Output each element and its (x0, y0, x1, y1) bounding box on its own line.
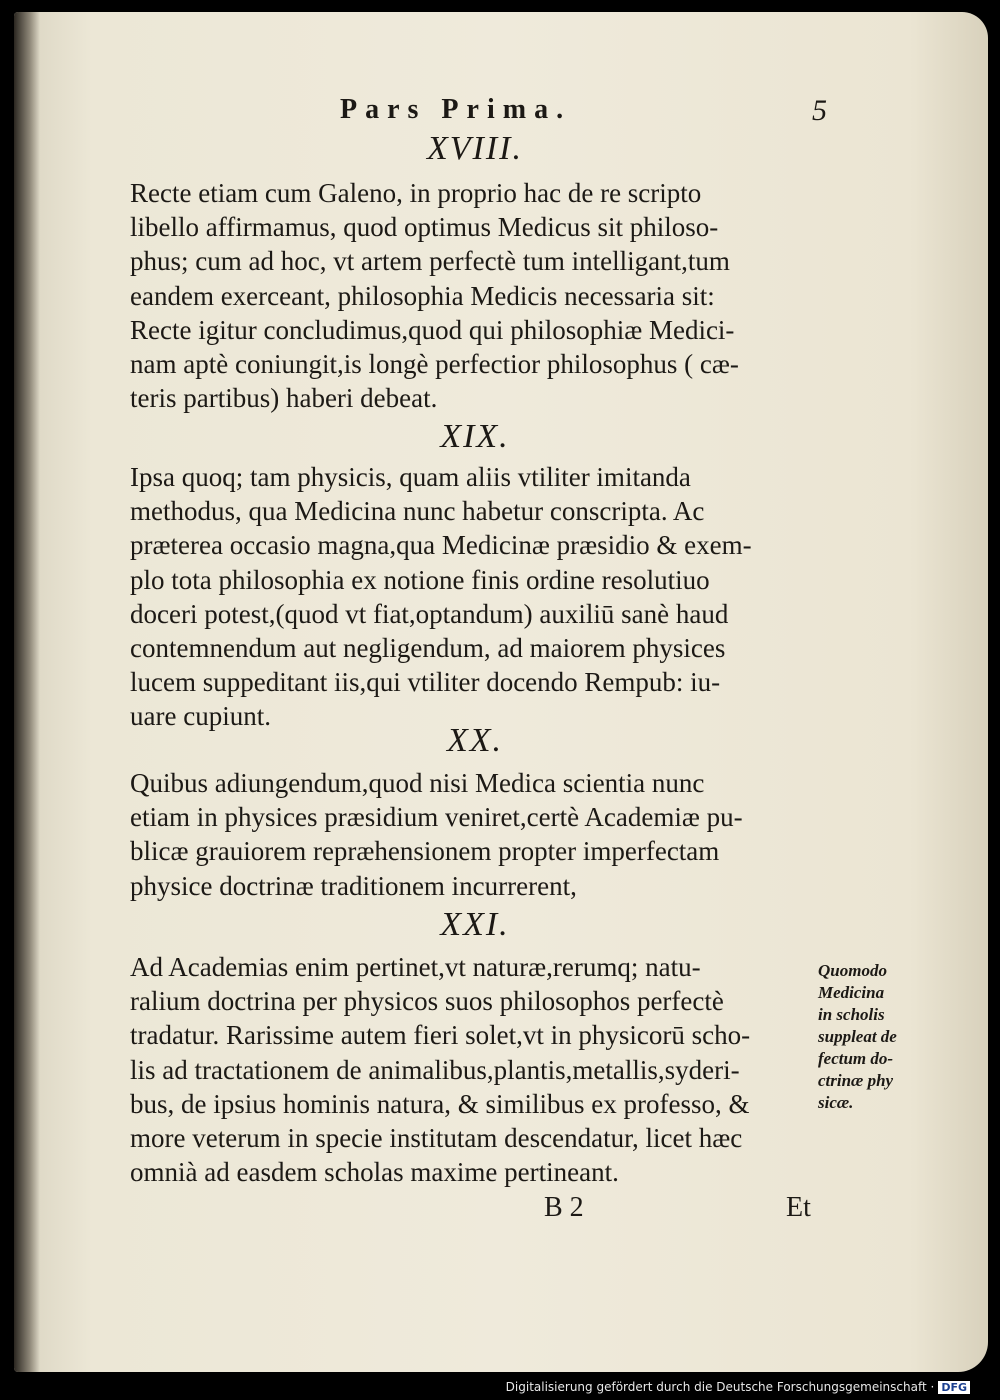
section-text: Ad Academias enim pertinet,vt naturæ,rerumq; natu- ralium doctrina per physicos suos philosophos perfectè tradatur. Rarissime autem fieri solet,vt in physicorū scho- lis ad tractationem de animalibus,plantis,metallis,syderi- bus, de ipsius hominis natura, & similibus ex professo, & more veterum in specie institutam descendatur, licet hæc omnià ad easdem scholas maxime pertineant. (130, 952, 751, 1188)
page-number: 5 (812, 94, 827, 127)
section-text: Ipsa quoq; tam physicis, quam aliis vtiliter imitanda methodus, qua Medicina nunc habetur conscripta. Ac præterea occasio magna,qua Medicinæ præsidio & exem- plo tota philosophia ex notione finis ordine resolutiuo doceri potest,(quod vt fiat,optandum) auxiliū sanè haud contemnendum aut negligendum, ad maiorem physices lucem suppeditant iis,qui vtiliter docendo Rempub: iu- uare cupiunt. (130, 462, 752, 732)
section-number: XX. (446, 722, 504, 759)
section-number: XVIII. (426, 130, 523, 167)
section-number: XXI. (440, 906, 510, 943)
footer-credit (506, 1380, 970, 1394)
section-number: XIX. (440, 418, 510, 455)
footer-credit-text: Digitalisierung gefördert durch die Deutsche Forschungsgemeinschaft · (505, 1380, 935, 1394)
dfg-logo: DFG (938, 1381, 970, 1394)
catchword: Et (786, 1192, 811, 1223)
running-head: Pars Prima. (340, 94, 572, 125)
section-text: Quibus adiungendum,quod nisi Medica scientia nunc etiam in physices præsidium veniret,certè Academiæ pu- blicæ grauiorem repræhensionem propter imperfectam physice doctrinæ traditionem incurrerent, (130, 768, 743, 901)
margin-note: Quomodo Medicina in scholis suppleat de fectum do- ctrinæ phy sicæ. (818, 961, 897, 1112)
section-text: Recte etiam cum Galeno, in proprio hac de re scripto libello affirmamus, quod optimus Medicus sit philoso- phus; cum ad hoc, vt artem perfectè tum intelligant,tum eandem exerceant, philosophia Medicis necessaria sit: Recte igitur concludimus,quod qui philosophiæ Medici- nam aptè coniungit,is longè perfectior philosophus ( cæ- teris partibus) haberi debeat. (130, 178, 739, 414)
signature-mark: B 2 (544, 1192, 584, 1223)
page-gutter-shadow (14, 12, 40, 1372)
